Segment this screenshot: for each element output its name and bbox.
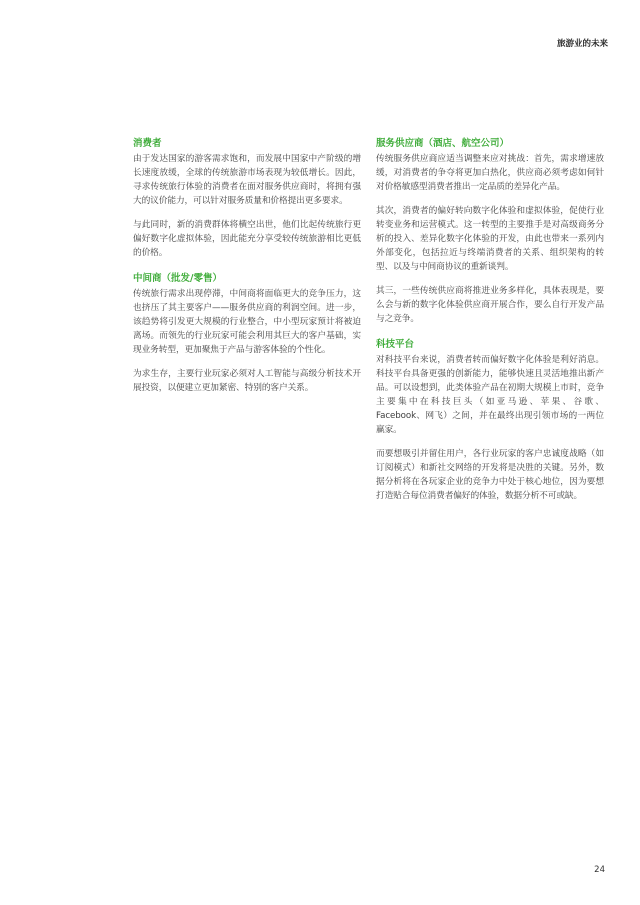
paragraph: 与此同时，新的消费群体将横空出世，他们比起传统旅行更偏好数字化虚拟体验，因此能充分享受较传统旅游相比更低的价格。 [133,220,361,258]
paragraph: 传统旅行需求出现停滞，中间商将面临更大的竞争压力，这也挤压了其主要客户——服务供应商的利润空间。进一步，该趋势将引发更大规模的行业整合，中小型玩家预计将被迫离场。而领先的行业玩家可能会利用其巨大的客户基础，实现业务转型，更加聚焦于产品与游客体验的个性化。 [133,289,361,355]
running-header-title: 旅游业的未来 [556,39,608,49]
section-service-providers [376,137,604,326]
page-number: 24 [594,865,605,875]
section-intermediaries [133,272,361,395]
paragraph: 而要想吸引并留住用户，各行业玩家的客户忠诚度战略（如订阅模式）和新社交网络的开发将是决胜的关键。另外，数据分析将在各玩家企业的竞争力中处于核心地位，因为要想打造贴合每位消费者偏好的体验，数据分析不可或缺。 [376,449,604,501]
paragraph: 由于发达国家的游客需求饱和，而发展中国家中产阶级的增长速度放缓，全球的传统旅游市场表现为较低增长。因此，寻求传统旅行体验的消费者在面对服务供应商时，将拥有强大的议价能力，可以针对服务质量和价格提出更多要求。 [133,154,361,206]
paragraph: 传统服务供应商应适当调整来应对挑战：首先，需求增速放缓，对消费者的争夺将更加白热化，供应商必须考虑如何针对价格敏感型消费者推出一定品质的差异化产品。 [376,154,604,192]
right-column [376,137,604,515]
section-consumers [133,137,361,260]
paragraph: 对科技平台来说，消费者转而偏好数字化体验是利好消息。科技平台具备更强的创新能力，能够快速且灵活地推出新产品。可以设想到，此类体验产品在初期大规模上市时，竞争主要集中在科技巨头（如亚马逊、苹果、谷歌、Facebook、网飞）之间，并在最终出现引领市场的一两位赢家。 [376,355,604,435]
section-heading: 服务供应商（酒店、航空公司） [376,138,510,149]
paragraph: 其次，消费者的偏好转向数字化体验和虚拟体验，促使行业转变业务和运营模式。这一转型的主要推手是对高级商务分析的投入、差异化数字化体验的开发，由此也带来一系列内外部变化，包括拉近与终端消费者的关系、组织架构的转型、以及与中间商协议的重新谈判。 [376,206,604,272]
section-heading: 消费者 [133,138,162,149]
section-heading: 科技平台 [376,339,415,350]
section-tech-platforms [376,338,604,503]
paragraph: 其三，一些传统供应商将推进业务多样化，具体表现是，要么会与新的数字化体验供应商开展合作，要么自行开发产品与之竞争。 [376,286,604,324]
left-column [133,137,361,407]
section-heading: 中间商（批发/零售） [133,273,222,284]
paragraph: 为求生存，主要行业玩家必须对人工智能与高级分析技术开展投资，以便建立更加紧密、特别的客户关系。 [133,369,361,393]
